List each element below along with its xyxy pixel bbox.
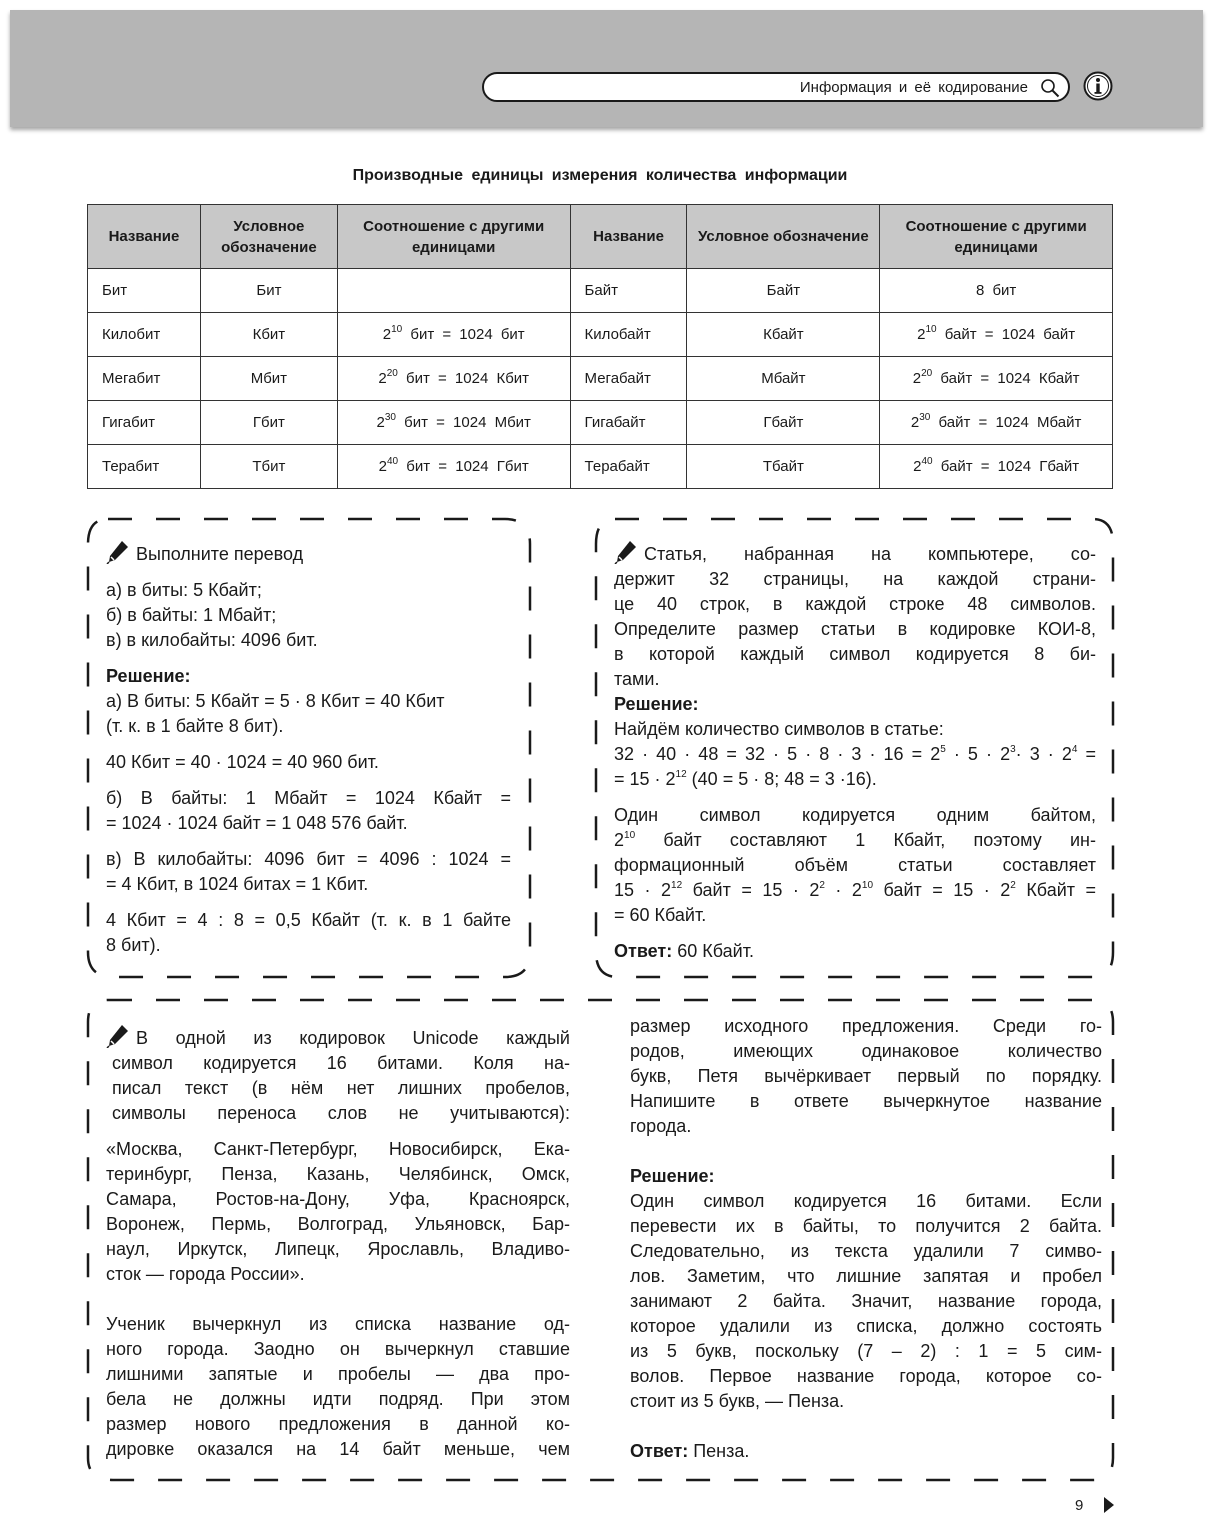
- task1-item-a: а) в биты: 5 Кбайт;: [106, 580, 262, 600]
- header-abbr-2: Условное обозначение: [687, 205, 880, 269]
- task1-line: 4 Кбит = 4 : 8 = 0,5 Кбайт (т. к. в 1 байте: [106, 910, 511, 930]
- unit-name: Мегабит: [88, 357, 201, 401]
- unit-name: Терабит: [88, 445, 201, 489]
- task3-line: которое удалили из списка, должно состоять: [630, 1316, 1102, 1336]
- unit-relation: $2^{30}$ байт = 1024 Мбайт: [880, 401, 1113, 445]
- task3-line: бела не должны идти подряд. При этом: [106, 1389, 570, 1409]
- task1-line: а) В биты: 5 Кбайт = 5 · 8 Кбит = 40 Кбит: [106, 691, 445, 711]
- task2-line: Определите размер статьи в кодировке КОИ-8,: [614, 619, 1096, 639]
- pen-icon: [106, 1024, 130, 1048]
- task2-line: $32 \cdot 40 \cdot 48 = 32 \cdot 5 \cdot 8 \cdot 3 \cdot 16 = 2^5 \cdot 5 \cdot 2^3\cdot 3 \cdot 2^4$ =: [614, 744, 1097, 764]
- task2-line: тами.: [614, 669, 660, 689]
- unit-relation: $2^{40}$ байт = 1024 Гбайт: [880, 445, 1113, 489]
- task1-item-c: в) в килобайты: 4096 бит.: [106, 630, 318, 650]
- task1-line: 8 бит).: [106, 935, 161, 955]
- task1-line: = 1024 · 1024 байт = 1 048 576 байт.: [106, 813, 408, 833]
- header-relation-2: Соотношение с другими единицами: [880, 205, 1113, 269]
- task3-line: лов. Заметим, что лишние запятая и пробел: [630, 1266, 1102, 1286]
- task3-line: Следовательно, из текста удалили 7 симво-: [630, 1241, 1102, 1261]
- task2-line: держит 32 страницы, на каждой страни-: [614, 569, 1096, 589]
- task2-line: = 60 Кбайт.: [614, 905, 707, 925]
- task3-answer: Ответ: Пенза.: [630, 1441, 750, 1461]
- unit-name: Байт: [570, 269, 687, 313]
- next-page-arrow-icon[interactable]: [1104, 1497, 1114, 1513]
- task1-line: (т. к. в 1 байте 8 бит).: [106, 716, 284, 736]
- unit-relation: $2^{20}$ байт = 1024 Кбайт: [880, 357, 1113, 401]
- task3-line: из 5 букв, поскольку (7 – 2) : 1 = 5 сим-: [630, 1341, 1102, 1361]
- task3-line: размер нового предложения в данной ко-: [106, 1414, 570, 1434]
- unit-relation: 8 бит: [880, 269, 1113, 313]
- task3-line: Один символ кодируется 16 битами. Если: [630, 1191, 1102, 1211]
- task3-line: Самара, Ростов-на-Дону, Уфа, Красноярск,: [106, 1189, 570, 1209]
- task3-right-column: [630, 1014, 1102, 1464]
- header-name-2: Название: [570, 205, 687, 269]
- page-number: 9: [1075, 1497, 1084, 1514]
- task3-solution-label: Решение:: [630, 1166, 715, 1186]
- task3-line: букв, Петя вычёркивает первый по порядку.: [630, 1066, 1102, 1086]
- task2-line: формационный объём статьи составляет: [614, 855, 1096, 875]
- task3-line: волов. Первое название города, которое со-: [630, 1366, 1102, 1386]
- unit-name: Мегабайт: [570, 357, 687, 401]
- unit-abbr: Кбайт: [687, 313, 880, 357]
- task3-line: Напишите в ответе вычеркнутое название: [630, 1091, 1102, 1111]
- header-title: Информация и её кодирование: [799, 79, 1028, 96]
- task1-line: = 4 Кбит, в 1024 битах = 1 Кбит.: [106, 874, 369, 894]
- task3-line: размер исходного предложения. Среди го-: [630, 1016, 1102, 1036]
- unit-abbr: Байт: [687, 269, 880, 313]
- unit-abbr: Мбит: [200, 357, 337, 401]
- pen-icon: [614, 540, 638, 564]
- task3-line: перевести их в байты, то получится 2 байта.: [630, 1216, 1102, 1236]
- task3-line: символ кодируется 16 битами. Коля на-: [112, 1053, 570, 1073]
- task3-line: писал текст (в нём нет лишних пробелов,: [112, 1078, 570, 1098]
- unit-name: Килобайт: [570, 313, 687, 357]
- task3-line: В одной из кодировок Unicode каждый: [136, 1028, 570, 1048]
- task1-line: б) В байты: 1 Мбайт = 1024 Кбайт =: [106, 788, 511, 808]
- task3-line: стоит из 5 букв, — Пенза.: [630, 1391, 845, 1411]
- unit-name: Гигабайт: [570, 401, 687, 445]
- task1-prompt: Выполните перевод: [136, 544, 304, 564]
- task3-line: «Москва, Санкт-Петербург, Новосибирск, Ека-: [106, 1139, 570, 1159]
- task2-content: [614, 540, 1096, 964]
- unit-abbr: Гбит: [200, 401, 337, 445]
- task3-line: сток — города России».: [106, 1264, 305, 1284]
- unit-abbr: Тбит: [200, 445, 337, 489]
- unit-relation: $2^{30}$ бит = 1024 Мбит: [337, 401, 570, 445]
- unit-relation: $2^{10}$ бит = 1024 бит: [337, 313, 570, 357]
- task1-line: в) В килобайты: 4096 бит = 4096 : 1024 =: [106, 849, 511, 869]
- pen-icon: [106, 540, 130, 564]
- unit-name: Бит: [88, 269, 201, 313]
- task3-line: занимают 2 байта. Значит, название города,: [630, 1291, 1102, 1311]
- task1-line: 40 Кбит = 40 · 1024 = 40 960 бит.: [106, 752, 379, 772]
- task2-line: в которой каждый символ кодируется 8 би-: [614, 644, 1096, 664]
- table-title: Производные единицы измерения количества информации: [352, 167, 848, 184]
- task3-line: города.: [630, 1116, 692, 1136]
- header-abbr-1: Условное обозначение: [200, 205, 337, 269]
- unit-relation: $2^{40}$ бит = 1024 Гбит: [337, 445, 570, 489]
- task2-line: $2^{10}$ байт составляют 1 Кбайт, поэтому ин-: [614, 830, 1096, 850]
- task1-solution-label: Решение:: [106, 666, 191, 686]
- unit-abbr: Гбайт: [687, 401, 880, 445]
- unit-relation: $2^{10}$ байт = 1024 байт: [880, 313, 1113, 357]
- task2-line: Найдём количество символов в статье:: [614, 719, 944, 739]
- task3-line: родов, имеющих одинаковое количество: [630, 1041, 1102, 1061]
- task2-line: Один символ кодируется одним байтом,: [614, 805, 1096, 825]
- task3-line: символы переноса слов не учитываются):: [112, 1103, 570, 1123]
- unit-abbr: Кбит: [200, 313, 337, 357]
- task3-line: ного города. Заодно он вычеркнул ставшие: [106, 1339, 570, 1359]
- task2-answer: Ответ: 60 Кбайт.: [614, 941, 754, 961]
- task3-line: лишними запятые и пробелы — два про-: [106, 1364, 570, 1384]
- unit-name: Килобит: [88, 313, 201, 357]
- header-relation-1: Соотношение с другими единицами: [337, 205, 570, 269]
- unit-name: Гигабит: [88, 401, 201, 445]
- task3-line: теринбург, Пенза, Казань, Челябинск, Омск,: [106, 1164, 570, 1184]
- task3-line: наул, Иркутск, Липецк, Ярославль, Владиво-: [106, 1239, 570, 1259]
- task2-line: Статья, набранная на компьютере, со-: [644, 544, 1096, 564]
- task1-content: [106, 540, 511, 958]
- unit-abbr: Мбайт: [687, 357, 880, 401]
- task1-item-b: б) в байты: 1 Мбайт;: [106, 605, 277, 625]
- task3-line: Ученик вычеркнул из списка название од-: [106, 1314, 570, 1334]
- unit-name: Терабайт: [570, 445, 687, 489]
- unit-relation: $2^{20}$ бит = 1024 Кбит: [337, 357, 570, 401]
- header-name-1: Название: [88, 205, 201, 269]
- unit-abbr: Тбайт: [687, 445, 880, 489]
- task2-solution-label: Решение:: [614, 694, 699, 714]
- task2-line: це 40 строк, в каждой строке 48 символов.: [614, 594, 1096, 614]
- task2-line: $15 \cdot 2^{12}$ байт = $15 \cdot 2^2 \cdot 2^{10}$ байт = $15 \cdot 2^2$ Кбайт =: [614, 880, 1097, 900]
- task2-line: = $15 \cdot 2^{12}$ (40 = 5 · 8; 48 = 3 ·16).: [614, 769, 877, 789]
- unit-abbr: Бит: [200, 269, 337, 313]
- task3-line: дировке оказался на 14 байт меньше, чем: [106, 1439, 570, 1459]
- task3-left-column: [106, 1024, 570, 1462]
- task3-line: Воронеж, Пермь, Волгоград, Ульяновск, Бар-: [106, 1214, 570, 1234]
